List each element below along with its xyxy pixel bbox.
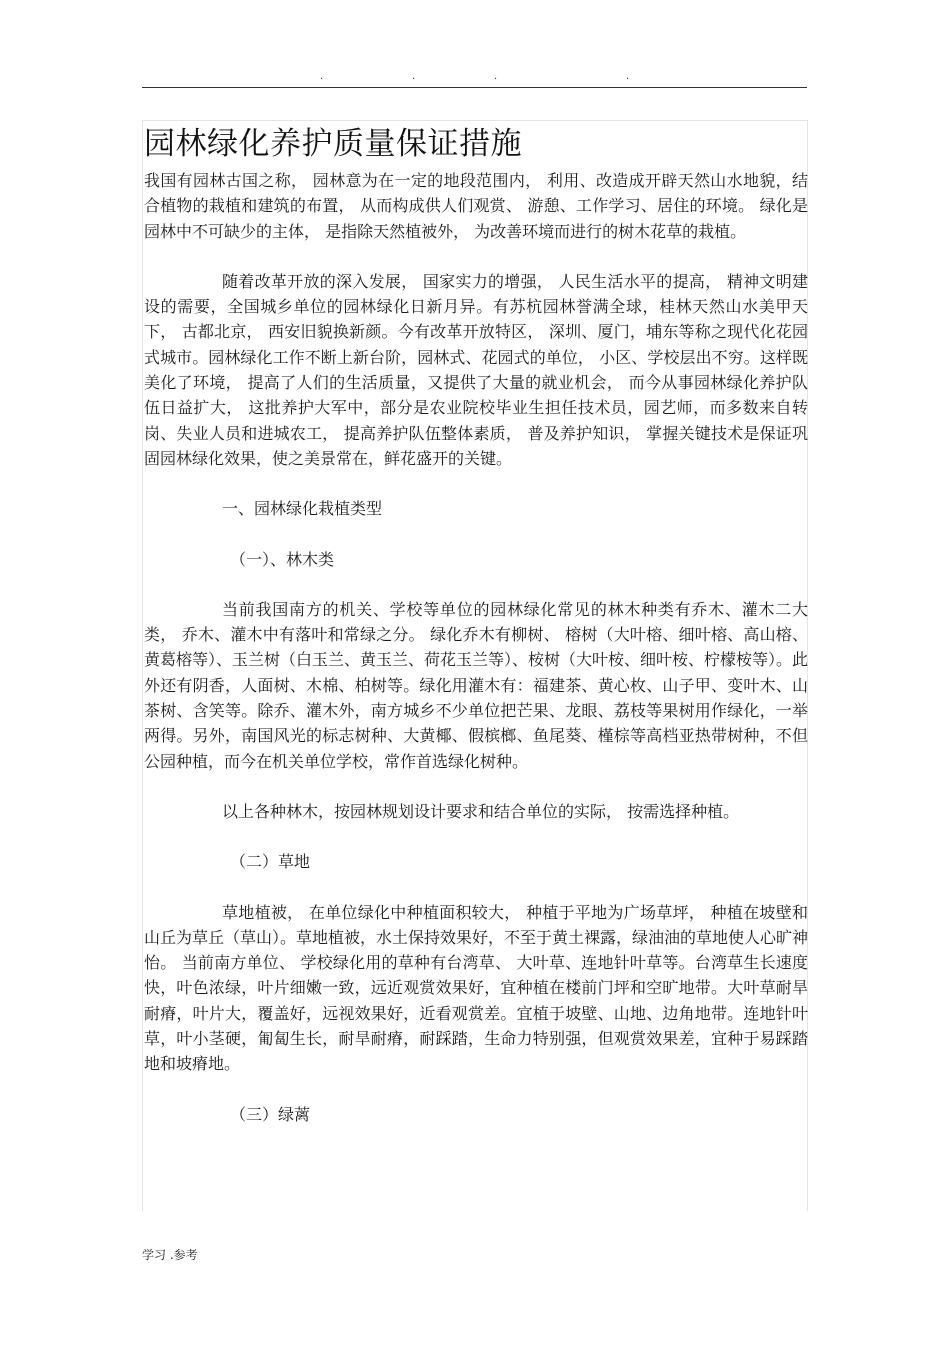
header-dots <box>142 72 807 86</box>
header-dot: . <box>494 71 498 82</box>
spacer <box>144 774 808 799</box>
grass-paragraph: 草地植被， 在单位绿化中种植面积较大， 种植于平地为广场草坪， 种植在坡壁和山丘为草丘（草山）。草地植被，水土保持效果好，不至于黄土裸露，绿油油的草地使人心旷神怡。 当前南方单位、 学校绿化用的草种有台湾草、 大叶草、连地针叶草等。台湾草生长速度快，叶色浓绿，叶片细嫩一致，远近观赏效果好，宜种植在楼前门坪和空旷地带。大叶草耐旱耐瘠，叶片大，覆盖好，远视效果好，近看观赏差。宜植于坡壁、山地、边角地带。连地针叶草，叶小茎硬，匍匐生长，耐旱耐瘠，耐踩踏，生命力特别强，但观赏效果差，宜种于易踩踏地和坡瘠地。 <box>144 902 809 1074</box>
intro-paragraph: 我国有园林古国之称， 园林意为在一定的地段范围内， 利用、改造成开辟天然山水地貌，结合植物的栽植和建筑的布置， 从而构成供人们观赏、 游憩、工作学习、居住的环境。 绿化是园林中不可缺少的主体， 是指除天然植被外， 为改善环境而进行的树木花草的栽植。 <box>144 171 808 241</box>
section-heading: 一、园林绿化栽植类型 <box>222 499 383 519</box>
subsection-heading: （一）、林木类 <box>230 549 335 569</box>
footer-text: 学习 .参考 <box>142 1248 198 1262</box>
trees-paragraph: 当前我国南方的机关、学校等单位的园林绿化常见的林木种类有乔木、灌木二大类， 乔木、灌木中有落叶和常绿之分。 绿化乔木有柳树、 榕树（大叶榕、细叶榕、高山榕、黄葛榕等）、玉兰树（白玉兰、黄玉兰、荷花玉兰等）、桉树（大叶桉、细叶桉、柠檬桉等）。此外还有阴香，人面树、木棉、柏树等。绿化用灌木有：福建茶、黄心枚、山子甲、变叶木、山茶树、含笑等。除乔、灌木外，南方城乡不少单位把芒果、龙眼、荔枝等果树用作绿化，一举两得。另外，南国风光的标志树种、大黄椰、假槟榔、鱼尾葵、槿棕等高档亚热带树种，不但公园种植，而今在机关单位学校，常作首选绿化树种。 <box>144 599 809 771</box>
header-rule <box>142 87 807 88</box>
subsection-heading: （二）草地 <box>230 852 311 872</box>
header-dot: . <box>626 71 630 82</box>
trees-summary-paragraph: 以上各种林木，按园林规划设计要求和结合单位的实际， 按需选择种植。 <box>222 801 740 821</box>
subsection-heading: （三）绿蓠 <box>230 1104 311 1124</box>
spacer <box>144 522 808 547</box>
spacer <box>144 875 808 900</box>
spacer <box>144 572 808 597</box>
document-title: 园林绿化养护质量保证措施 <box>144 126 522 162</box>
header-dot: . <box>412 71 416 82</box>
spacer <box>144 471 808 496</box>
background-paragraph: 随着改革开放的深入发展， 国家实力的增强， 人民生活水平的提高， 精神文明建设的需要，全国城乡单位的园林绿化日新月异。有苏杭园林誉满全球，桂林天然山水美甲天下， 古都北京， 西安旧貌换新颜。今有改革开放特区， 深圳、厦门，埔东等称之现代化花园式城市。园林绿化工作不断上新台阶，园林式、花园式的单位， 小区、学校层出不穷。这样既美化了环境， 提高了人们的生活质量，又提供了大量的就业机会， 而今从事园林绿化养护队伍日益扩大， 这批养护大军中，部分是农业院校毕业生担任技术员，园艺师，而多数来自转岗、失业人员和进城农工， 提高养护队伍整体素质， 普及养护知识， 掌握关键技术是保证巩固园林绿化效果，使之美景常在，鲜花盛开的关键。 <box>144 271 808 468</box>
spacer <box>144 824 808 849</box>
spacer <box>144 1077 808 1102</box>
spacer <box>144 244 808 269</box>
document-body <box>144 120 808 1127</box>
header-dot: . <box>320 71 324 82</box>
